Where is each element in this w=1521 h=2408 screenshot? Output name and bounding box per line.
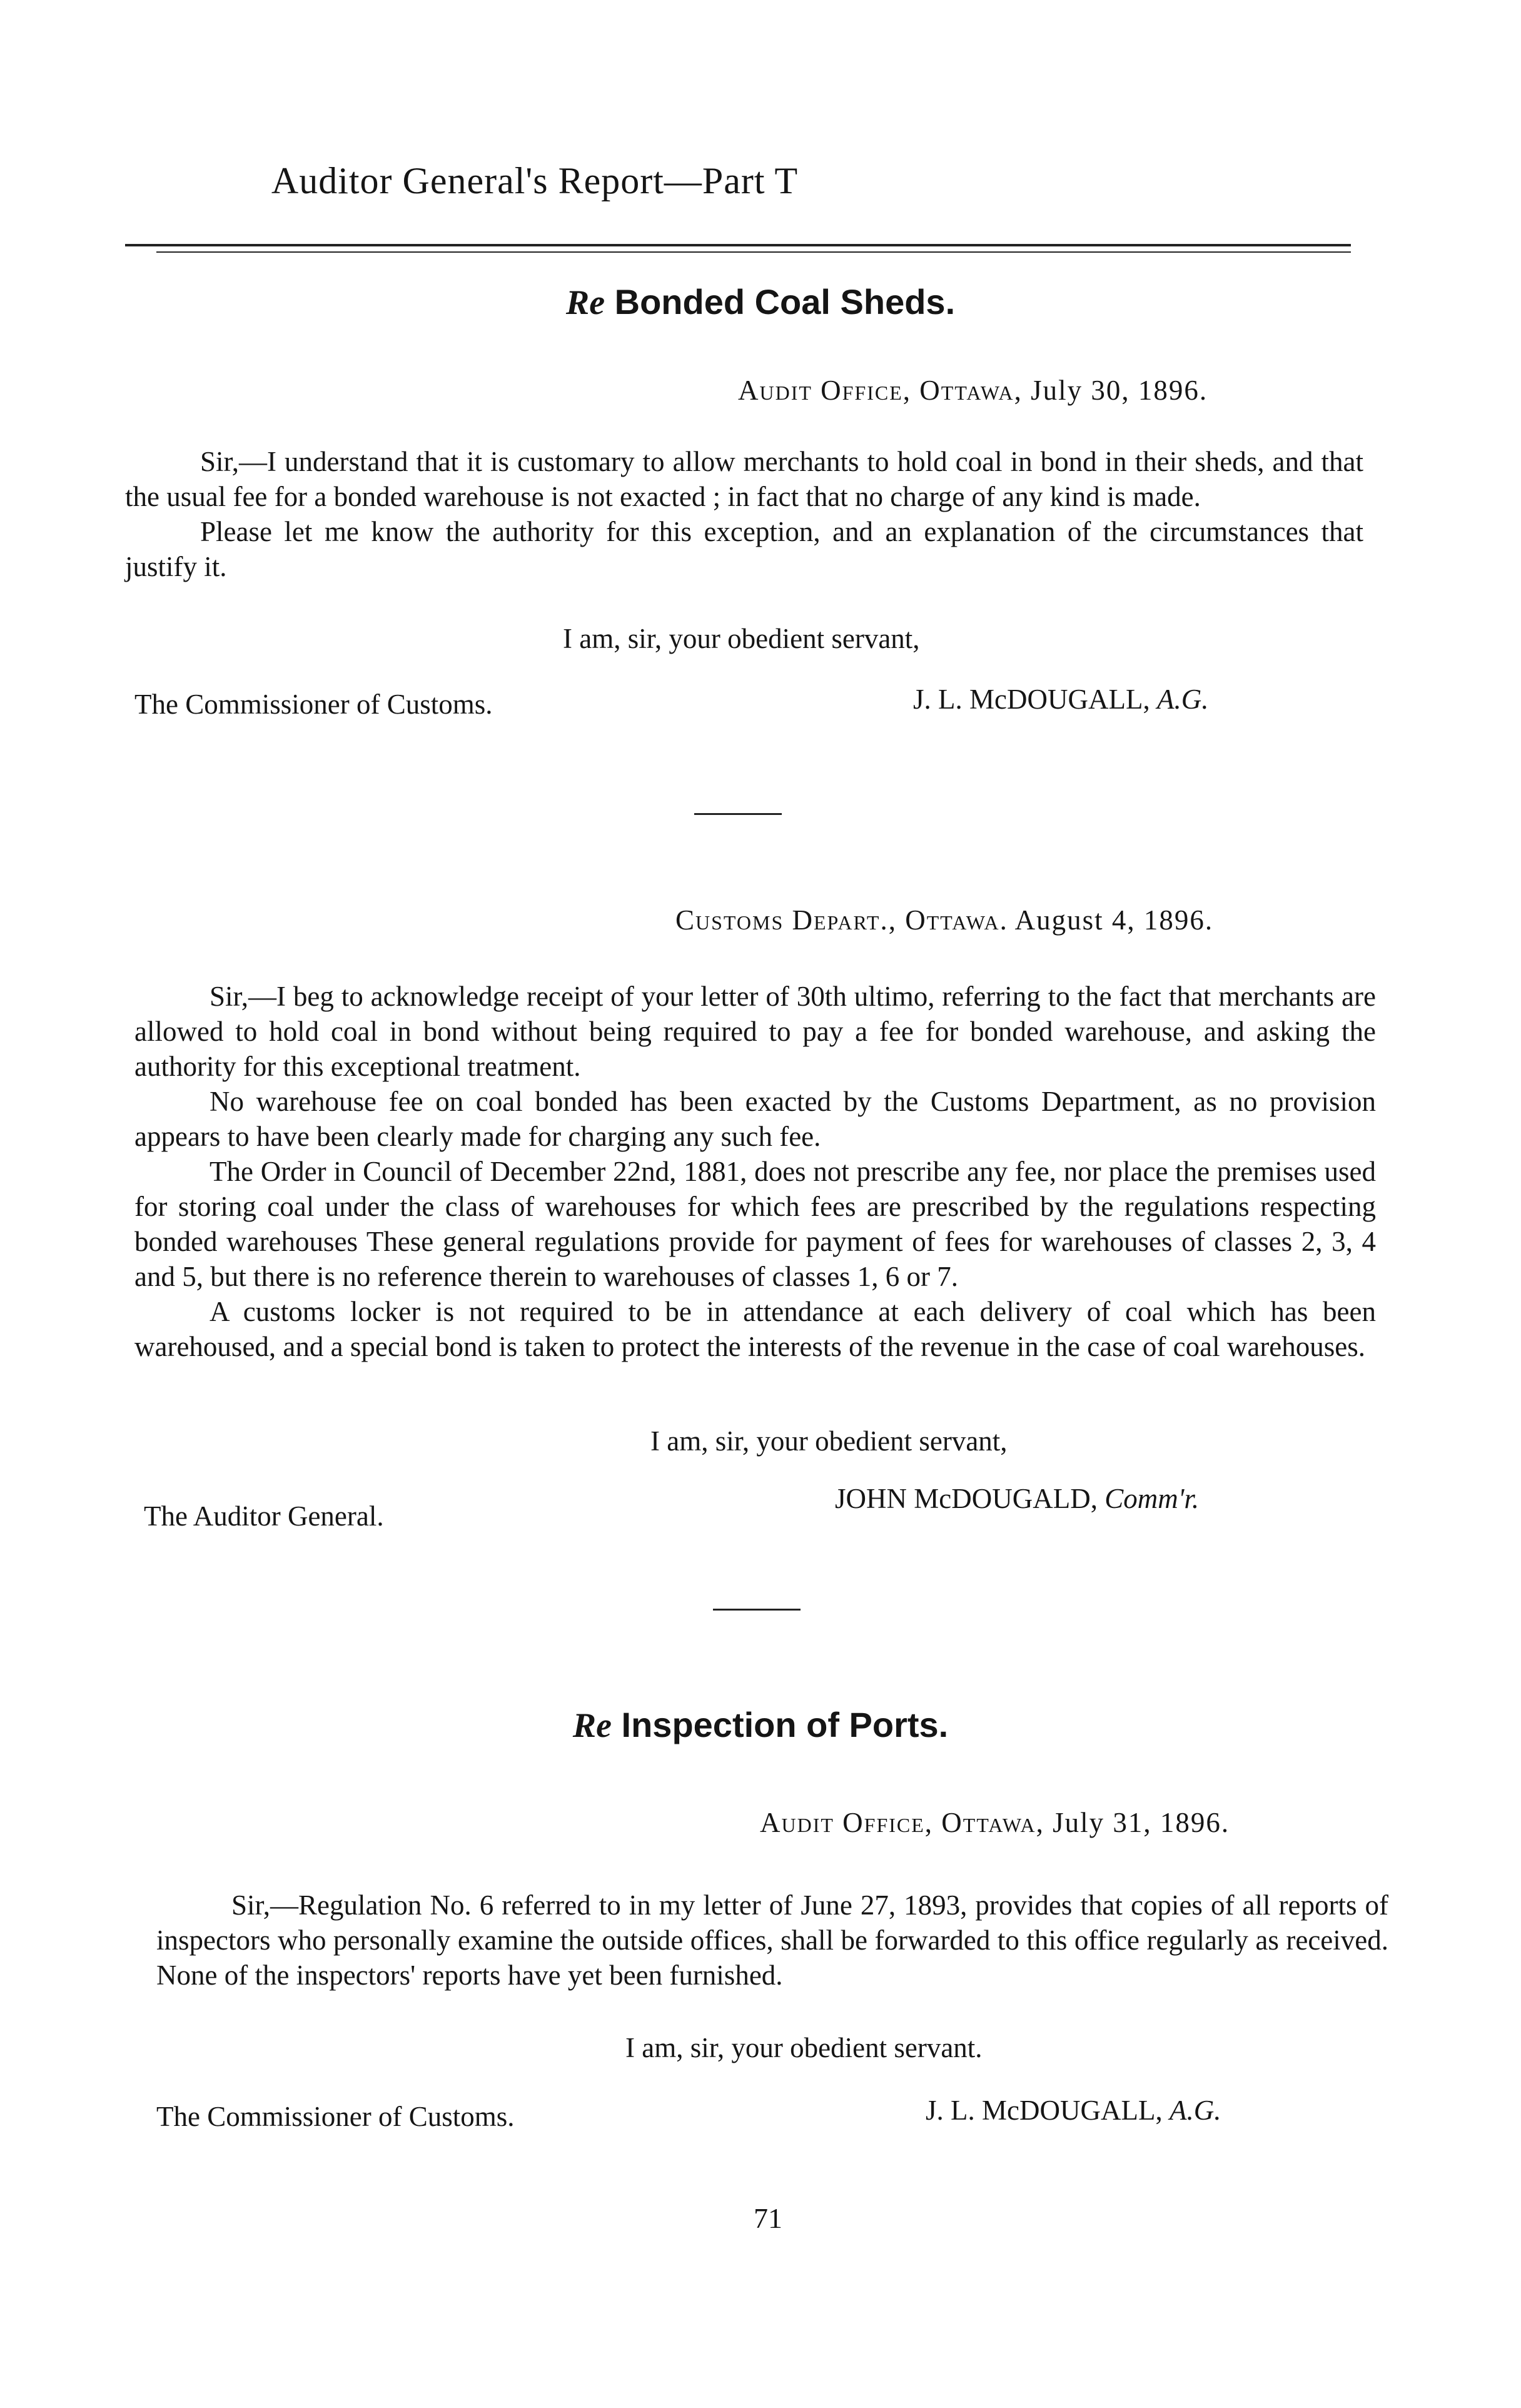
letter-paragraph: Please let me know the authority for this exception, and an explanation of the circumstances that justify it. <box>125 516 1363 582</box>
letter-addressee: The Commissioner of Customs. <box>156 2101 515 2132</box>
dateline-date: July 31, 1896. <box>1053 1807 1230 1838</box>
running-head: Auditor General's Report—Part T <box>271 160 799 201</box>
section-title-text: Inspection of Ports. <box>621 1705 949 1744</box>
section-title-inspection-of-ports <box>0 1704 1521 1746</box>
signature-name: JOHN McDOUGALD, <box>835 1483 1098 1514</box>
letter-signature <box>913 683 1208 716</box>
letter-addressee: The Auditor General. <box>144 1500 384 1532</box>
dateline-office: Audit Office, Ottawa, <box>760 1807 1044 1838</box>
letter-separator <box>713 1609 801 1611</box>
letter-signature <box>926 2094 1221 2127</box>
header-rule-thin <box>156 251 1351 253</box>
dateline-office: Audit Office, Ottawa, <box>738 375 1023 406</box>
letter-signature <box>835 1482 1199 1515</box>
section-title-prefix: Re <box>572 1706 612 1745</box>
section-title-text: Bonded Coal Sheds. <box>614 282 956 321</box>
signature-title: Comm'r. <box>1104 1483 1200 1514</box>
signature-name: J. L. McDOUGALL, <box>926 2095 1163 2126</box>
letter-closing: I am, sir, your obedient servant, <box>650 1425 1008 1457</box>
letter-paragraph: The Order in Council of December 22nd, 1881, does not prescribe any fee, nor place the premises used for storing coal under the class of warehouses for which fees are prescribed by the regulations respecting bonded warehouses These general regulations provide for payment of fees for warehouses of classes 2, 3, 4 and 5, but there is no reference therein to warehouses of classes 1, 6 or 7. <box>134 1156 1376 1292</box>
dateline-date: August 4, 1896. <box>1014 904 1214 936</box>
letter-separator <box>694 813 782 815</box>
section-title-prefix: Re <box>565 283 605 322</box>
dateline <box>760 1806 1230 1839</box>
dateline-office: Customs Depart., Ottawa. <box>675 904 1008 936</box>
letter-paragraph: No warehouse fee on coal bonded has been exacted by the Customs Department, as no provision appears to have been clearly made for charging any such fee. <box>134 1086 1376 1152</box>
letter-body <box>125 444 1363 584</box>
letter-closing: I am, sir, your obedient servant. <box>625 2032 983 2063</box>
header-rule <box>125 244 1351 246</box>
letter-paragraph: A customs locker is not required to be in attendance at each delivery of coal which has been warehoused, and a special bond is taken to protect the interests of the revenue in the case of coal warehouses. <box>134 1296 1376 1362</box>
letter-addressee: The Commissioner of Customs. <box>134 689 493 720</box>
signature-title: A.G. <box>1169 2095 1221 2126</box>
dateline-date: July 30, 1896. <box>1031 375 1208 406</box>
signature-title: A.G. <box>1156 684 1209 715</box>
letter-paragraph: Sir,—I understand that it is customary to allow merchants to hold coal in bond in their sheds, and that the usual fee for a bonded warehouse is not exacted ; in fact that no charge of any kind is made. <box>125 446 1363 512</box>
letter-paragraph: Sir,—I beg to acknowledge receipt of your letter of 30th ultimo, referring to the fact that merchants are allowed to hold coal in bond without being required to pay a fee for bonded warehouse, and asking the authority for this exceptional treatment. <box>134 981 1376 1082</box>
letter-body <box>156 1888 1388 1993</box>
signature-name: J. L. McDOUGALL, <box>913 684 1150 715</box>
letter-body <box>134 979 1376 1364</box>
page-number: 71 <box>754 2202 782 2234</box>
dateline <box>675 904 1213 936</box>
letter-paragraph: Sir,—Regulation No. 6 referred to in my letter of June 27, 1893, provides that copies of all reports of inspectors who personally examine the outside offices, shall be forwarded to this office regularly as received. None of the inspectors' reports have yet been furnished. <box>156 1889 1388 1991</box>
section-title-bonded-coal-sheds <box>0 281 1521 323</box>
dateline <box>738 374 1208 407</box>
letter-closing: I am, sir, your obedient servant, <box>563 623 920 654</box>
